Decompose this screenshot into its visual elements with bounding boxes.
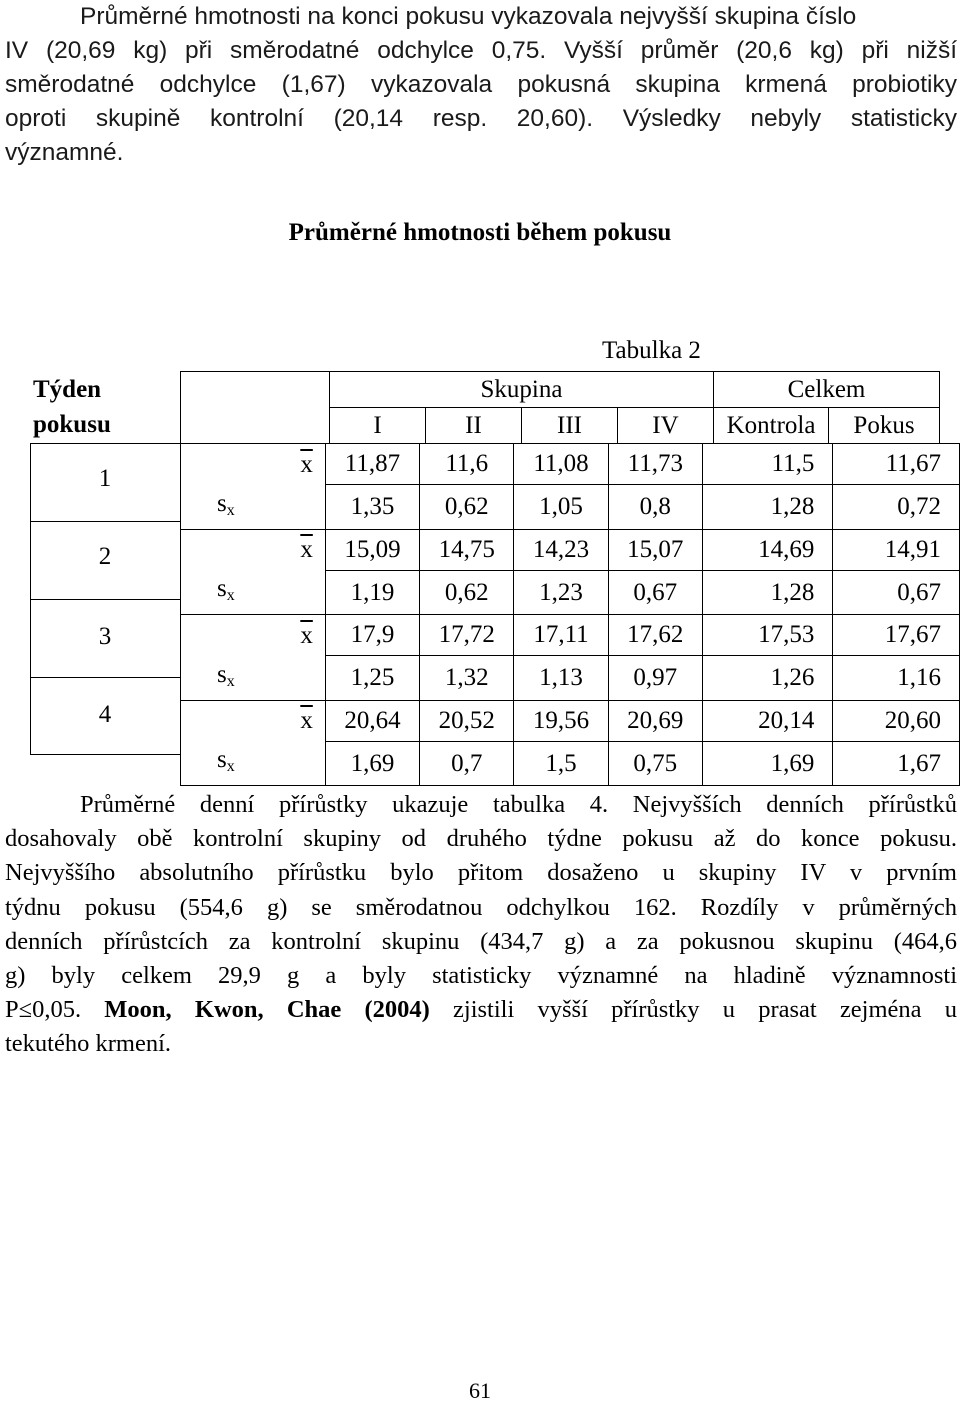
sd-value: 0,97 <box>608 656 702 701</box>
mean-value: 19,56 <box>514 700 608 741</box>
week-number: 3 <box>98 623 112 650</box>
mean-row <box>181 615 960 656</box>
mean-row <box>181 529 960 570</box>
intro-line: oproti skupině kontrolní (20,14 resp. 20,60). Výsledky nebyly statisticky <box>5 105 957 132</box>
mean-value: 17,67 <box>833 615 960 656</box>
empty-header-cell <box>181 372 330 444</box>
sd-value: 1,05 <box>514 485 608 530</box>
sd-value: 1,26 <box>702 656 832 701</box>
mean-symbol <box>181 615 326 656</box>
sd-value: 0,75 <box>608 741 702 786</box>
text-fragment: zjistili vyšší přírůstky u prasat zejména u <box>429 996 958 1024</box>
mean-value: 11,6 <box>420 444 514 485</box>
mean-value: 15,09 <box>325 529 419 570</box>
paragraph-line: Průměrné denní přírůstky ukazuje tabulka 4. Nejvyšších denních přírůstků <box>80 791 957 818</box>
sd-symbol <box>181 656 326 701</box>
mean-value: 14,75 <box>420 529 514 570</box>
sd-value: 1,5 <box>514 741 608 786</box>
column-header: II <box>426 408 522 444</box>
sd-value: 1,13 <box>514 656 608 701</box>
mean-value: 20,69 <box>608 700 702 741</box>
sd-symbol-text: s <box>217 575 227 602</box>
sd-symbol <box>181 570 326 615</box>
sd-subscript: x <box>226 501 235 519</box>
sd-symbol-text: s <box>217 489 227 517</box>
text-fragment: P≤0,05. <box>5 996 105 1024</box>
sd-value: 1,32 <box>420 656 514 701</box>
intro-line: Průměrné hmotnosti na konci pokusu vykazovala nejvyšší skupina číslo <box>80 3 857 30</box>
weights-table <box>180 371 940 444</box>
intro-line: IV (20,69 kg) při směrodatné odchylce 0,75. Vyšší průměr (20,6 kg) při nižší <box>5 37 957 64</box>
mean-value: 11,87 <box>325 444 419 485</box>
week-divider <box>30 677 180 678</box>
intro-line: významné. <box>5 139 124 166</box>
mean-row <box>181 700 960 741</box>
sd-row <box>181 570 960 615</box>
sd-symbol-text: s <box>217 746 227 773</box>
sd-value: 1,28 <box>702 570 832 615</box>
column-header: I <box>330 408 426 444</box>
paragraph-line: týdnu pokusu (554,6 g) se směrodatnou odchylkou 162. Rozdíly v průměrných <box>5 893 957 921</box>
mean-value: 17,72 <box>420 615 514 656</box>
mean-symbol-text: $\overline{x}$ <box>300 536 313 564</box>
sd-subscript: x <box>226 758 235 775</box>
sd-value: 1,25 <box>325 656 419 701</box>
mean-value: 11,5 <box>702 444 832 485</box>
mean-row <box>181 444 960 485</box>
mean-symbol <box>181 529 326 570</box>
page-number: 61 <box>469 1378 491 1403</box>
week-number: 1 <box>98 465 112 492</box>
sd-row <box>181 656 960 701</box>
sd-value: 0,62 <box>420 485 514 530</box>
sd-value: 1,35 <box>325 485 419 530</box>
column-header: Kontrola <box>714 408 829 444</box>
mean-value: 15,07 <box>608 529 702 570</box>
mean-symbol-text: $\overline{x}$ <box>300 707 313 735</box>
mean-symbol-text: $\overline{x}$ <box>300 450 313 478</box>
sd-value: 0,7 <box>420 741 514 786</box>
mean-symbol <box>181 444 326 485</box>
sd-value: 1,69 <box>325 741 419 786</box>
sd-value: 1,69 <box>702 741 832 786</box>
mean-value: 20,52 <box>420 700 514 741</box>
mean-value: 17,62 <box>608 615 702 656</box>
sd-subscript: x <box>226 672 235 690</box>
week-number: 2 <box>98 543 112 570</box>
paragraph-line: denních přírůstcích za kontrolní skupinu (434,7 g) a za pokusnou skupinu (464,6 <box>5 927 957 955</box>
mean-symbol <box>181 700 326 741</box>
sd-symbol <box>181 485 326 530</box>
paragraph-line: dosahovaly obě kontrolní skupiny od druhého týdne pokusu až do konce pokusu. <box>5 825 957 853</box>
group-header: Skupina <box>330 372 714 408</box>
mean-value: 11,08 <box>514 444 608 485</box>
paragraph-line <box>5 993 957 1027</box>
citation-authors: Moon, Kwon, Chae (2004) <box>104 996 430 1024</box>
mean-value: 17,9 <box>325 615 419 656</box>
paragraph-line: g) byly celkem 29,9 g a byly statisticky významné na hladině významnosti <box>5 962 957 990</box>
mean-symbol-text: $\overline{x}$ <box>300 621 313 649</box>
sd-value: 0,72 <box>833 485 960 530</box>
sd-value: 1,28 <box>702 485 832 530</box>
column-header: IV <box>618 408 714 444</box>
mean-value: 14,23 <box>514 529 608 570</box>
sd-value: 1,16 <box>833 656 960 701</box>
week-header-line1: Týden <box>33 376 102 403</box>
week-divider <box>30 599 180 600</box>
paragraph-line: Nejvyššího absolutního přírůstku bylo přitom dosaženo u skupiny IV v prvním <box>5 859 957 887</box>
sd-value: 0,67 <box>608 570 702 615</box>
header-row-groups <box>181 372 940 408</box>
mean-value: 14,69 <box>702 529 832 570</box>
sd-value: 0,67 <box>833 570 960 615</box>
sd-symbol-text: s <box>217 660 227 688</box>
table-number: Tabulka 2 <box>602 337 701 364</box>
sd-row <box>181 741 960 786</box>
mean-value: 17,53 <box>702 615 832 656</box>
sd-value: 1,19 <box>325 570 419 615</box>
sd-row <box>181 485 960 530</box>
total-header: Celkem <box>714 372 940 408</box>
mean-value: 11,67 <box>833 444 960 485</box>
week-header-line2: pokusu <box>33 411 111 438</box>
sd-value: 1,67 <box>833 741 960 786</box>
second-paragraph <box>5 788 957 1062</box>
mean-value: 17,11 <box>514 615 608 656</box>
mean-value: 11,73 <box>608 444 702 485</box>
mean-value: 20,14 <box>702 700 832 741</box>
week-number: 4 <box>98 701 112 728</box>
sd-value: 0,62 <box>420 570 514 615</box>
column-header: Pokus <box>829 408 940 444</box>
sd-symbol <box>181 741 326 786</box>
column-header: III <box>522 408 618 444</box>
sd-value: 1,23 <box>514 570 608 615</box>
table-title: Průměrné hmotnosti během pokusu <box>288 219 672 246</box>
intro-paragraph <box>5 0 957 170</box>
week-divider <box>30 521 180 522</box>
mean-value: 14,91 <box>833 529 960 570</box>
weights-table-body <box>180 443 960 786</box>
intro-line: směrodatné odchylce (1,67) vykazovala pokusná skupina krmená probiotiky <box>5 71 957 98</box>
paragraph-line: tekutého krmení. <box>5 1030 172 1058</box>
mean-value: 20,60 <box>833 700 960 741</box>
sd-subscript: x <box>226 587 235 604</box>
sd-value: 0,8 <box>608 485 702 530</box>
mean-value: 20,64 <box>325 700 419 741</box>
